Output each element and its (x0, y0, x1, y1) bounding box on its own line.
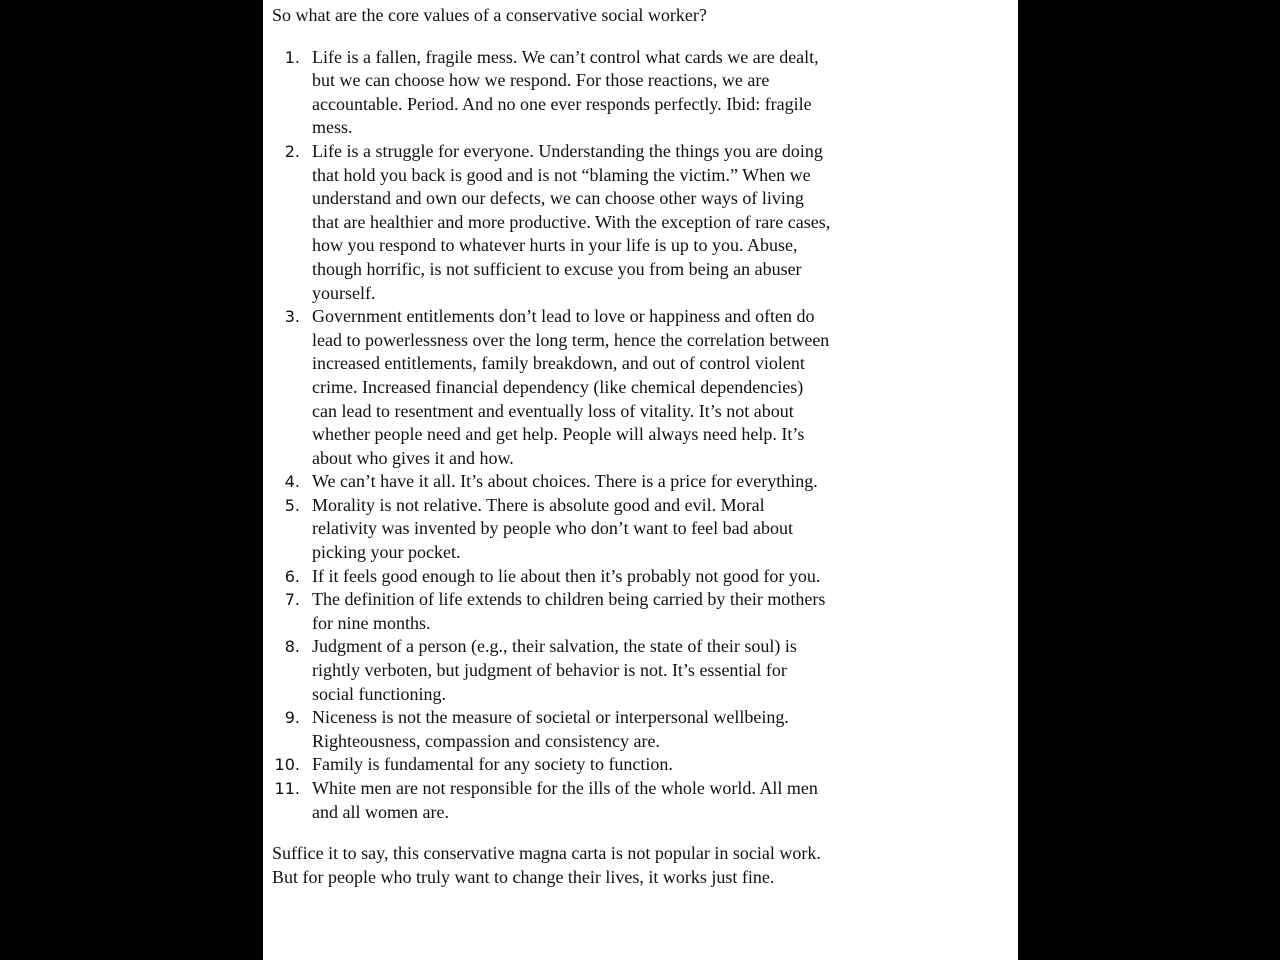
core-values-list (272, 46, 832, 825)
list-item-text: Life is a fallen, fragile mess. We can’t control what cards we are dealt, but we can choose how we respond. For those reactions, we are accountable. Period. And no one ever responds perfectly. Ibid: fragile mess. (312, 46, 819, 138)
list-item-text: The definition of life extends to children being carried by their mothers for nine months. (312, 589, 826, 633)
list-item (272, 140, 832, 305)
list-item-number: 5. (284, 495, 300, 515)
list-item-text: Morality is not relative. There is absolute good and evil. Moral relativity was invented by people who don’t want to feel bad about picking your pocket. (312, 494, 794, 563)
list-item-text: White men are not responsible for the ills of the whole world. All men and all women are. (312, 778, 818, 822)
list-item-text: Niceness is not the measure of societal or interpersonal wellbeing. Righteousness, compassion and consistency are. (312, 707, 789, 751)
list-item-number: 7. (284, 590, 300, 610)
list-item-number: 8. (284, 637, 300, 657)
list-item-text: Judgment of a person (e.g., their salvation, the state of their soul) is rightly verboten, but judgment of behavior is not. It’s essential for social functioning. (312, 636, 797, 704)
list-item-text: We can’t have it all. It’s about choices. There is a price for everything. (312, 471, 818, 492)
list-item (272, 777, 832, 824)
list-item-text: Family is fundamental for any society to function. (312, 754, 673, 775)
list-item-number: 4. (284, 472, 300, 492)
list-item-number: 2. (284, 141, 300, 161)
conclusion-paragraph: Suffice it to say, this conservative magna carta is not popular in social work. But for people who truly want to change their lives, it works just fine. (272, 843, 821, 887)
document-body (272, 4, 832, 889)
list-item-number: 11. (274, 779, 300, 798)
list-item (272, 706, 832, 753)
list-item-text: Government entitlements don’t lead to love or happiness and often do lead to powerlessness over the long term, hence the correlation between increased entitlements, family breakdown, and out of control violent crime. Increased financial dependency (like chemical dependencies) can lead to resentment and eventually loss of vitality. It’s not about whether people need and get help. People will always need help. It’s about who gives it and how. (312, 306, 830, 468)
list-item-number: 9. (284, 708, 300, 728)
list-item (272, 494, 832, 565)
list-item-text: Life is a struggle for everyone. Understanding the things you are doing that hold you back is good and is not “blaming the victim.” When we understand and own our defects, we can choose other ways of living that are healthier and more productive. With the exception of rare cases, how you respond to whatever hurts in your life is up to you. Abuse, though horrific, is not sufficient to excuse you from being an abuser yourself. (312, 140, 831, 303)
list-item (272, 470, 832, 494)
list-item (272, 305, 832, 470)
list-item-text: If it feels good enough to lie about then it’s probably not good for you. (312, 565, 821, 586)
list-item (272, 753, 832, 777)
list-item (272, 565, 832, 589)
list-item-number: 1. (284, 47, 300, 67)
list-item-number: 10. (274, 755, 300, 775)
list-item (272, 635, 832, 706)
list-item-number: 3. (284, 307, 300, 327)
list-item-number: 6. (284, 566, 300, 586)
intro-paragraph: So what are the core values of a conservative social worker? (272, 5, 707, 25)
list-item (272, 46, 832, 140)
list-item (272, 588, 832, 635)
document-page (263, 0, 1018, 960)
